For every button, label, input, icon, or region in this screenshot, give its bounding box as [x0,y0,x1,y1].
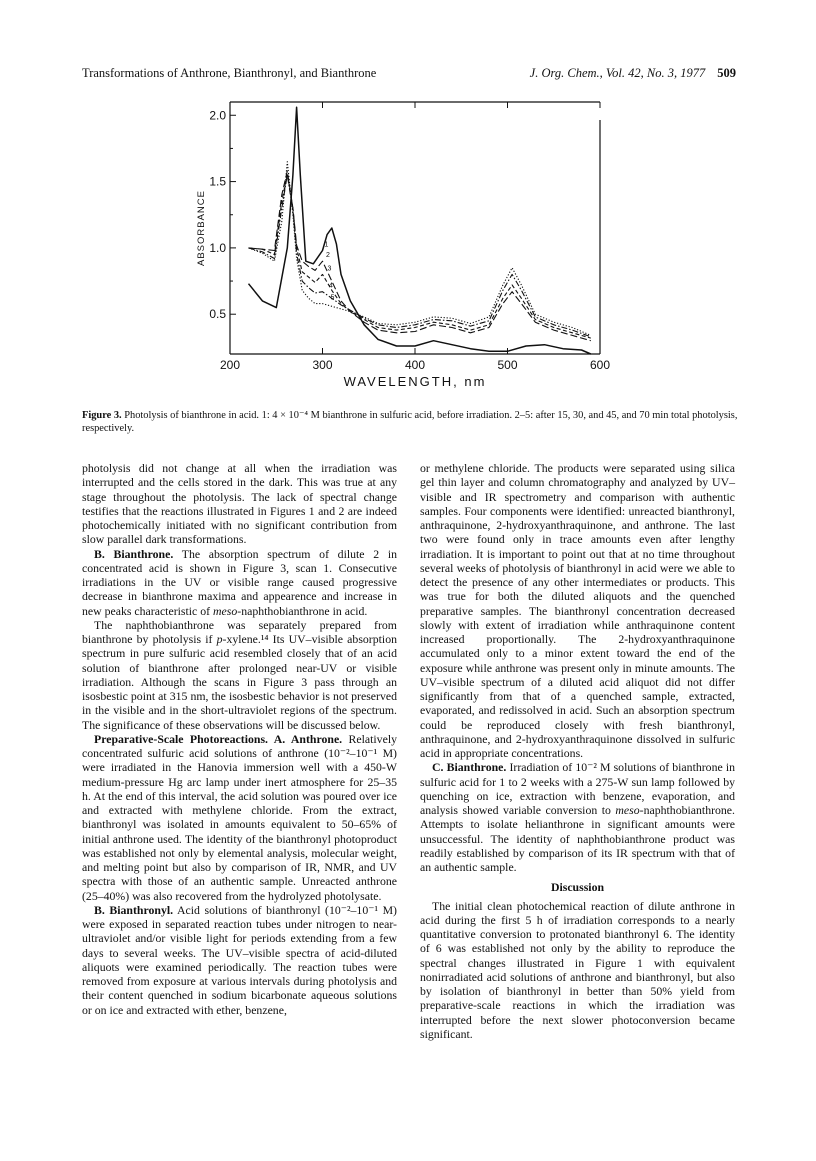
paragraph: B. Bianthronyl. Acid solutions of bianthronyl (10⁻²–10⁻¹ M) were exposed in separated reaction tubes under nitrogen to near-ultraviolet and/or visible light for periods extending from a few days to several weeks. The UV–visible spectra of acid-diluted aliquots were examined periodically. The reaction tubes were removed from exposure at various intervals during photolysis and their content quenched in sodium bicarbonate aqueous solutions or on ice and extracted with ether, benzene, [82,902,397,1017]
paragraph: photolysis did not change at all when the irradiation was interrupted and the cells stored in the dark. This was true at any stage throughout the photolysis. The lack of spectral change testifies that the reactions illustrated in Figures 1 and 2 are indeed photochemically initiated with no significant contribution from slow parallel dark transformations. [82,461,397,547]
paragraph-heading: B. Bianthrone. [94,546,174,561]
absorbance-chart [180,92,620,404]
scan-label: 4 [329,282,333,290]
paragraph: The initial clean photochemical reaction of dilute anthrone in acid during the first 5 h of irradiation corresponds to a nearly quantitative conversion to protonated bianthronyl 6. The identity of 6 was established not only by the ability to reproduce the spectral changes illustrated in Figure 1 with equivalent nonirradiated acid solutions of anthrone and bianthronyl, but also by isolation of bianthronyl in better than 50% yield from preparative-scale reactions in which the irradiation was interrupted before the next slower photoconversion became significant. [420,898,735,1041]
scan-label: 3 [327,265,332,273]
y-tick-label: 1.0 [209,240,226,255]
series-line-1 [249,107,591,354]
y-tick-label: 0.5 [209,307,226,322]
plot-frame [230,102,600,354]
paragraph-heading: B. Bianthronyl. [94,902,174,917]
right-column [420,461,735,1041]
scan-label: 1 [324,241,329,249]
scan-label: 5 [330,294,335,302]
x-tick-label: 200 [219,358,241,372]
series-line-2 [249,171,591,341]
page-number: 509 [717,66,736,80]
paragraph: The naphthobianthrone was separately prepared from bianthrone by photolysis if p-xylene.¹⁴ Its UV–visible absorption spectrum in pure sulfuric acid resembled closely that of an acid solution of bianthrone after prolonged near-UV or visible irradiation. Although the scans in Figure 3 pass through an isosbestic point at 315 nm, the isosbestic behavior is not preserved in the visible and in the short-ultraviolet regions of the spectrum. The significance of these observations will be discussed below. [82,617,397,732]
paragraph: B. Bianthrone. The absorption spectrum of dilute 2 in concentrated acid is shown in Figure 3, scan 1. Consecutive irradiations in the UV or visible range caused progressive decrease in bianthrone maxima and appearence and increase in new peaks characteristic of meso-naphthobianthrone in acid. [82,546,397,618]
scan-label: 2 [326,252,330,260]
x-tick-label: 600 [589,358,611,372]
y-axis-title: ABSORBANCE [196,190,207,266]
figure-caption [82,409,742,435]
running-title: Transformations of Anthrone, Bianthronyl, and Bianthrone [82,66,377,80]
section-heading: Discussion [550,880,605,895]
journal-name: J. Org. Chem., Vol. 42, No. 3, 1977 [529,66,706,80]
caption-text: Photolysis of bianthrone in acid. 1: 4 × 10⁻⁴ M bianthrone in sulfuric acid, before irradiation. 2–5: after 15, 30, and 45, and 70 min total photolysis, respectively. [82,410,738,434]
series-group [249,107,591,354]
running-header [82,66,736,84]
figure-3 [180,92,620,404]
journal-citation [530,66,736,84]
x-tick-label: 400 [404,358,426,372]
paragraph-heading: Preparative-Scale Photoreactions. A. Anthrone. [94,731,343,746]
y-tick-label: 2.0 [209,108,226,123]
x-axis-title: WAVELENGTH, nm [343,374,487,389]
left-column [82,461,397,1017]
paragraph: or methylene chloride. The products were separated using silica gel thin layer and column chromatography and analyzed by UV–visible and IR spectrometry and comparison with authentic samples. Four components were identified: unreacted bianthronyl, anthraquinone, 2-hydroxyanthraquinone, and anthrone. The last two were found only in trace amounts even after lengthy irradiation. It is important to point out that at no time throughout several weeks of photolysis of bianthronyl in acid were we able to detect the presence of any other intermediates or products. This was true for both the diluted aliquots and the quenched preparative samples. The bianthronyl concentration decreased slowly with extent of irradiation while anthraquinone content increased proportionally. The 2-hydroxyanthraquinone accumulated only to a minor extent toward the end of the exposure while anthrone was present only in minute amounts. The UV–visible spectrum of a diluted acid aliquot did not differ significantly from that of a quenched sample, extracted, evaporated, and redissolved in acid. Such an absorption spectrum could be reproduced closely with fresh bianthronyl, anthraquinone, and 2-hydroxyanthraquinone dissolved in sulfuric acid in appropriate concentrations. [420,461,735,760]
paragraph-heading: C. Bianthrone. [432,760,507,775]
series-line-5 [249,162,591,336]
x-tick-label: 300 [312,358,333,372]
x-tick-label: 500 [497,358,518,372]
y-axis-ticks [209,108,236,321]
caption-label: Figure 3. [82,410,122,421]
paragraph: Preparative-Scale Photoreactions. A. Anthrone. Relatively concentrated sulfuric acid solutions of anthrone (10⁻²–10⁻¹ M) were irradiated in the Hanovia immersion well with a 450-W medium-pressure Hg arc lamp under inert atmosphere for 25–35 h. At the end of this interval, the acid solution was poured over ice and extracted with methylene chloride. From the extract, bianthronyl was isolated in amounts equivalent to 50–65% of initial anthrone used. The identity of the bianthronyl photoproduct was established not only by elemental analysis, molecular weight, and melting point but also by comparison of IR, NMR, and UV spectra with those of an authentic sample. Unreacted anthrone (25–40%) was also recovered from the hydrolyzed photolysate. [82,731,397,903]
y-tick-label: 1.5 [209,174,226,189]
paragraph: C. Bianthrone. Irradiation of 10⁻² M solutions of bianthrone in sulfuric acid for 1 to 2 weeks with a 275-W sun lamp followed by quenching on ice, extraction with benzene, evaporation, and analysis showed variable conversion to meso-naphthobianthrone. Attempts to isolate helianthrone in significant amounts were unsuccessful. The identity of naphthobianthrone product was readily established by comparison of its IR spectrum with that of an authentic sample. [420,760,735,874]
